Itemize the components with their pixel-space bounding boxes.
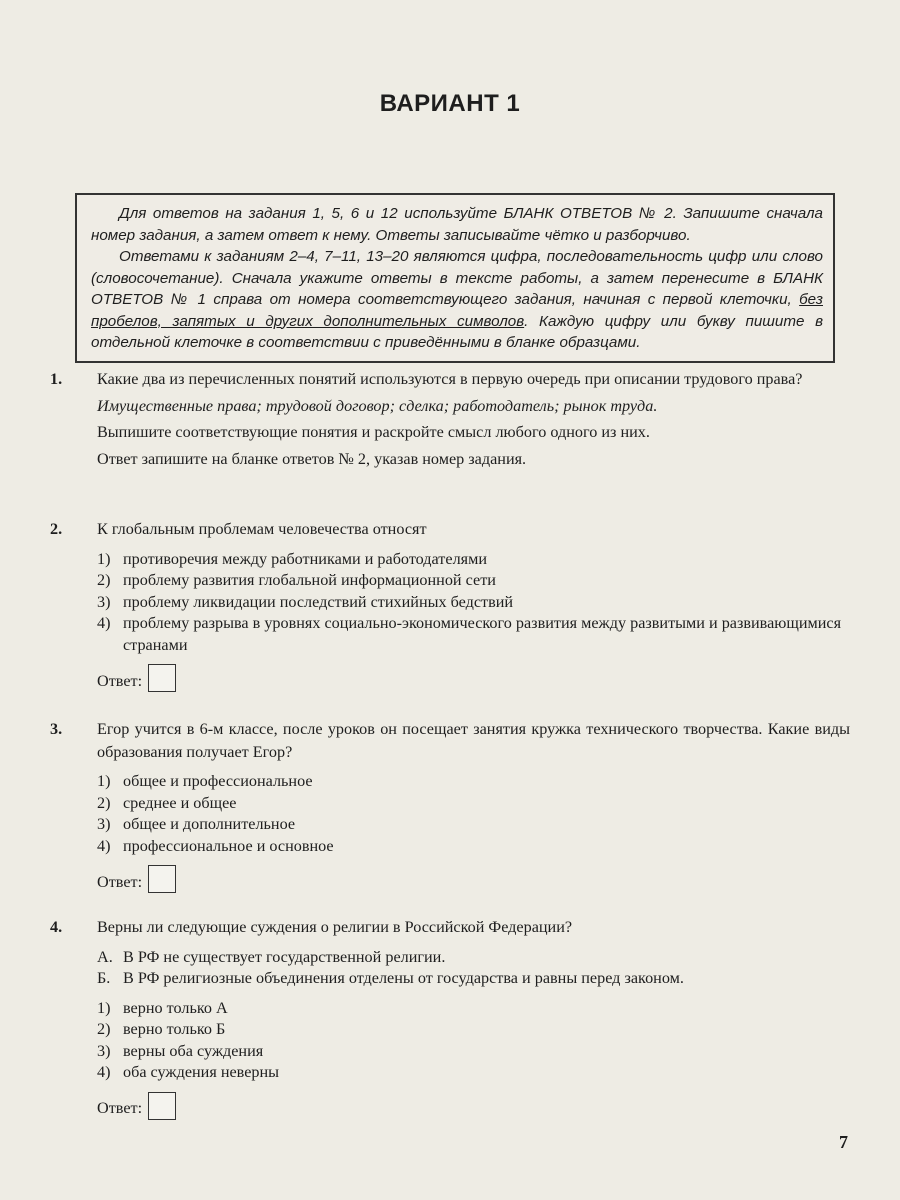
option-text: общее и профессиональное: [123, 772, 313, 790]
statement-text: В РФ религиозные объединения отделены от государства и равны перед законом.: [123, 969, 684, 987]
option-number: 2): [97, 571, 111, 589]
option-number: 1): [97, 772, 111, 790]
option[interactable]: [97, 998, 850, 1020]
option[interactable]: [97, 771, 850, 793]
instructions-box: [75, 193, 835, 363]
option-text: противоречия между работниками и работодателями: [123, 549, 487, 568]
question-number: 2.: [50, 520, 63, 538]
option-number: 4): [97, 1063, 111, 1081]
options-list: [97, 998, 850, 1084]
option[interactable]: [97, 1019, 850, 1041]
option[interactable]: [97, 549, 850, 571]
option-text: профессиональное и основное: [123, 836, 334, 855]
option-number: 3): [97, 592, 111, 611]
option-text: проблему развития глобальной информационной сети: [123, 571, 496, 589]
question-text: К глобальным проблемам человечества относят: [97, 520, 427, 538]
answer-box[interactable]: [148, 865, 176, 893]
option-number: 2): [97, 1020, 111, 1038]
statements-list: [97, 947, 850, 990]
answer-row: [97, 664, 850, 692]
statement-letter: Б.: [97, 969, 111, 987]
answer-label: Ответ:: [97, 671, 143, 690]
option-text: верны оба суждения: [123, 1041, 264, 1060]
option-number: 1): [97, 549, 111, 568]
variant-title: ВАРИАНТ 1: [379, 90, 521, 117]
option[interactable]: [97, 1041, 850, 1063]
answer-label: Ответ:: [97, 1099, 143, 1117]
option-text: верно только Б: [123, 1020, 226, 1038]
answer-row: [97, 1092, 850, 1120]
option-text: среднее и общее: [123, 793, 237, 812]
question-number: 4.: [50, 918, 63, 936]
option-text: проблему разрыва в уровнях социально-экономического развития между развитыми и развивающимися странами: [123, 614, 842, 654]
concepts-list: Имущественные права; трудовой договор; сделка; работодатель; рынок труда.: [97, 396, 658, 415]
instructions-text-a: Ответами к заданиям 2–4, 7–11, 13–20 являются цифра, последовательность цифр или слово (словосочетание). Сначала укажите ответы в тексте работы, а затем перенесите в БЛАНК ОТВЕТОВ № 1 справа от номера соответствующего задания, начиная с первой клеточки,: [91, 248, 823, 308]
option-number: 1): [97, 998, 111, 1017]
answer-box[interactable]: [148, 664, 176, 692]
question-text: Какие два из перечисленных понятий используются в первую очередь при описании трудового права?: [97, 370, 803, 388]
option-text: верно только А: [123, 998, 228, 1017]
question-4: [50, 916, 850, 1120]
answer-label: Ответ:: [97, 872, 143, 891]
options-list: [97, 549, 850, 657]
instructions-underlined: без пробелов, запятых и других дополнительных символов: [91, 291, 823, 330]
statement: [97, 968, 850, 990]
options-list: [97, 771, 850, 857]
option-number: 2): [97, 793, 111, 812]
option[interactable]: [97, 814, 850, 836]
statement-text: В РФ не существует государственной религии.: [123, 947, 446, 966]
question-2: [50, 518, 850, 692]
instructions-text-b: . Каждую цифру или букву пишите в отдельной клеточке в соответствии с приведёнными в бланке образцами.: [91, 312, 823, 351]
option[interactable]: [97, 570, 850, 592]
question-text: Егор учится в 6-м классе, после уроков он посещает занятия кружка технического творчества. Какие виды образования получает Егор?: [97, 720, 850, 761]
answer-box[interactable]: [148, 1092, 176, 1120]
option-text: проблему ликвидации последствий стихийных бедствий: [123, 592, 514, 611]
instructions-paragraph-2: [91, 246, 823, 354]
instructions-paragraph-1: Для ответов на задания 1, 5, 6 и 12 используйте БЛАНК ОТВЕТОВ № 2. Запишите сначала номер задания, а затем ответ к нему. Ответы записывайте чётко и разборчиво.: [91, 205, 823, 244]
option-number: 4): [97, 836, 111, 855]
option[interactable]: [97, 1062, 850, 1084]
option[interactable]: [97, 793, 850, 815]
answer-row: [97, 865, 850, 893]
question-1: [50, 368, 850, 470]
option[interactable]: [97, 613, 850, 656]
option-text: оба суждения неверны: [123, 1063, 280, 1081]
option[interactable]: [97, 836, 850, 858]
question-3: [50, 718, 850, 893]
question-number: 1.: [50, 370, 63, 388]
option[interactable]: [97, 592, 850, 614]
instruction-line: Ответ запишите на бланке ответов № 2, указав номер задания.: [97, 449, 527, 468]
question-text: Верны ли следующие суждения о религии в Российской Федерации?: [97, 918, 573, 936]
option-number: 4): [97, 614, 111, 632]
statement: [97, 947, 850, 969]
statement-letter: А.: [97, 947, 113, 966]
page-number: 7: [839, 1132, 848, 1152]
option-text: общее и дополнительное: [123, 815, 296, 833]
instruction-line: Выпишите соответствующие понятия и раскройте смысл любого одного из них.: [97, 423, 650, 441]
option-number: 3): [97, 1041, 111, 1060]
option-number: 3): [97, 815, 111, 833]
question-number: 3.: [50, 720, 63, 738]
